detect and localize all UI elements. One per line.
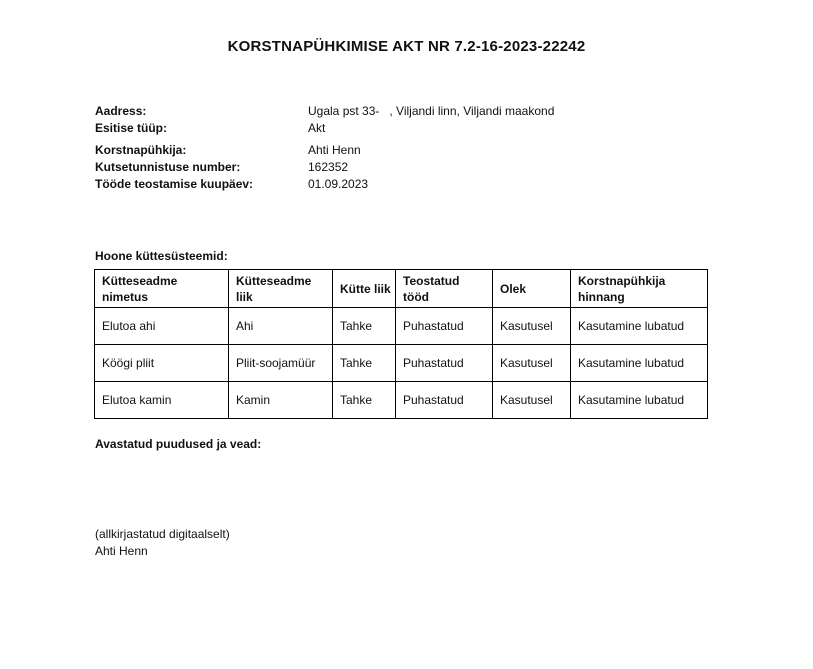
cell-device-type: Ahi [229,308,333,345]
info-row-chimney-sweep [95,142,554,159]
header-cell-sweep-assessment: Korstnapühkija hinnang [571,270,708,308]
cell-device-type: Kamin [229,382,333,419]
certificate-number-label: Kutsetunnistuse number: [95,160,241,174]
cell-sweep-assessment: Kasutamine lubatud [571,382,708,419]
cell-work-done: Puhastatud [396,308,493,345]
header-cell-device-name: Kütteseadme nimetus [95,270,229,308]
certificate-number-value: 162352 [308,160,349,174]
cell-device-name: Elutoa kamin [95,382,229,419]
work-date-value: 01.09.2023 [308,177,369,191]
work-date-label: Tööde teostamise kuupäev: [95,177,254,191]
cell-sweep-assessment: Kasutamine lubatud [571,345,708,382]
signature-block [95,526,230,560]
info-row-address [95,103,554,120]
table-row [95,382,708,419]
info-row-certificate-number [95,159,554,176]
heating-systems-table [94,269,708,419]
cell-fuel-type: Tahke [333,345,396,382]
cell-sweep-assessment: Kasutamine lubatud [571,308,708,345]
header-cell-work-done: Teostatud tööd [396,270,493,308]
info-row-submission-type [95,120,554,137]
address-label: Aadress: [95,104,147,118]
address-value: Ugala pst 33- , Viljandi linn, Viljandi maakond [308,104,555,118]
heating-systems-heading: Hoone küttesüsteemid: [95,249,228,263]
cell-device-name: Köögi pliit [95,345,229,382]
chimney-sweep-value: Ahti Henn [308,143,361,157]
chimney-sweep-label: Korstnapühkija: [95,143,187,157]
cell-fuel-type: Tahke [333,382,396,419]
document-info-block [95,103,554,198]
info-row-work-date [95,176,554,193]
cell-fuel-type: Tahke [333,308,396,345]
header-cell-fuel-type: Kütte liik [333,270,396,308]
defects-heading: Avastatud puudused ja vead: [95,437,262,451]
cell-status: Kasutusel [493,308,571,345]
cell-device-type: Pliit-soojamüür [229,345,333,382]
digitally-signed-note: (allkirjastatud digitaalselt) [95,527,230,541]
header-cell-status: Olek [493,270,571,308]
info-group-address [95,103,554,137]
submission-type-value: Akt [308,121,326,135]
cell-status: Kasutusel [493,382,571,419]
cell-status: Kasutusel [493,345,571,382]
document-title: KORSTNAPÜHKIMISE AKT NR 7.2-16-2023-22242 [227,38,586,55]
header-cell-device-type: Kütteseadme liik [229,270,333,308]
table-row [95,345,708,382]
cell-work-done: Puhastatud [396,382,493,419]
cell-device-name: Elutoa ahi [95,308,229,345]
table-header-row [95,270,708,308]
signer-name: Ahti Henn [95,544,148,558]
info-group-sweep [95,142,554,193]
cell-work-done: Puhastatud [396,345,493,382]
submission-type-label: Esitise tüüp: [95,121,168,135]
table-row [95,308,708,345]
